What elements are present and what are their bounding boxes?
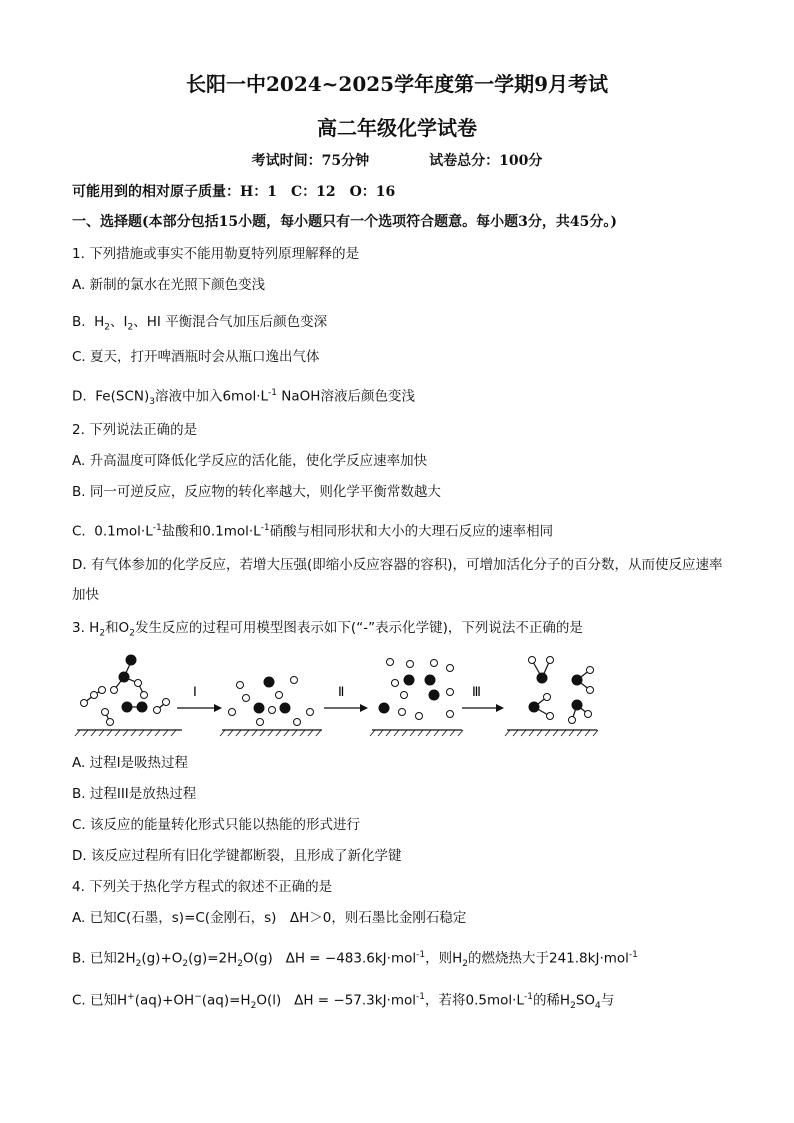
atomic-masses: 可能用到的相对原子质量：H：1 C：12 O：16 (72, 184, 396, 200)
arrow-3 (462, 684, 504, 712)
arrow-2-label: Ⅱ (338, 684, 345, 699)
stage4-atoms (529, 657, 594, 724)
reaction-model-diagram (72, 650, 722, 742)
stage1-atoms (81, 655, 170, 726)
q3-stem-pre: 3. H (72, 620, 100, 636)
stage4-bonds (532, 660, 590, 720)
q1-b-prefix: B. (72, 314, 86, 330)
q1-d-tail: 溶液后颜色变浅 (320, 388, 415, 405)
q2-c-prefix: C. (72, 523, 86, 540)
exam-title: 长阳一中2024~2025学年度第一学期9月考试 (185, 72, 608, 96)
q4-option-b: B. 已知$2H_2(g)+O_2(g)=2H_2O(g) \Delta H = -483.6kJ\cdot mol^{-1}$，则$H_2$的燃烧热大于241.8kJ·mol$^{-1}$ (72, 950, 638, 970)
q2-c-mid: 盐酸和 (161, 523, 203, 540)
q3-option-c: C. 该反应的能量转化形式只能以热能的形式进行 (72, 817, 361, 833)
q3-stem: 3. $H_2$和$O_2$发生反应的过程可用模型图表示如下(“-”表示化学键)，下列说法不正确的是 (72, 620, 583, 639)
exam-score: 试卷总分：100分 (429, 153, 543, 169)
q3-stem-mid: 和O (105, 620, 130, 636)
q2-option-c: C. $0.1mol\cdot L^{-1}$盐酸和$0.1mol\cdot L^{-1}$硝酸与相同形状和大小的大理石反应的速率相同 (72, 523, 554, 540)
section-heading: 一、选择题(本部分包括15小题，每小题只有一个选项符合题意。每小题3分，共45分。) (72, 214, 617, 230)
q4-c-tail3: SO (575, 992, 596, 1009)
stage2-atoms (229, 677, 314, 726)
q2-stem: 2. 下列说法正确的是 (72, 422, 198, 438)
arrow-3-label: Ⅲ (472, 684, 481, 699)
q4-b-dh: ΔH = −483.6kJ·mol (285, 950, 417, 967)
q2-option-a: A. 升高温度可降低化学反应的活化能，使化学反应速率加快 (72, 453, 428, 469)
q2-c-tail: 硝酸与相同形状和大小的大理石反应的速率相同 (269, 523, 554, 540)
q3-option-a: A. 过程Ⅰ是吸热过程 (72, 755, 189, 771)
q1-stem: 1. 下列措施或事实不能用勒夏特列原理解释的是 (72, 246, 360, 262)
q1-d-text: 溶液中加入 (154, 388, 223, 405)
q4-c-prefix: C. 已知 (72, 992, 118, 1009)
q3-stem-tail: 发生反应的过程可用模型图表示如下(“-”表示化学键)，下列说法不正确的是 (134, 620, 583, 636)
q4-c-tail2: 的稀H (532, 992, 571, 1009)
q4-option-c: C. 已知$H^+(aq)+OH^-(aq)=H_2O(l) \Delta H = -57.3kJ\cdot mol^{-1}$，若将$0.5mol\cdot L^{-1}$的稀$H_2SO_4$与 (72, 992, 615, 1012)
q2-option-d: D. 有气体参加的化学反应，若增大压强(即缩小反应容器的容积)，可增加活化分子的百分数，从而使反应速率加快 (72, 557, 723, 603)
q2-option-b: B. 同一可逆反应，反应物的转化率越大，则化学平衡常数越大 (72, 484, 441, 500)
q1-option-d: D. $Fe(SCN)_3$溶液中加入$6mol\cdot L^{-1}$ NaOH溶液后颜色变浅 (72, 388, 415, 408)
arrow-1-label: Ⅰ (193, 684, 197, 699)
q3-option-d: D. 该反应过程所有旧化学键都断裂，且形成了新化学键 (72, 848, 402, 864)
q4-b-tail1: ，则H (425, 950, 463, 967)
q1-d-prefix: D. (72, 388, 87, 405)
q1-option-c: C. 夏天，打开啤酒瓶时会从瓶口逸出气体 (72, 349, 320, 365)
exam-time: 考试时间：75分钟 (251, 153, 370, 169)
exam-meta (0, 150, 794, 170)
exam-subtitle: 高二年级化学试卷 (317, 116, 477, 140)
q4-c-tail: ，若将0.5mol·L (425, 992, 524, 1009)
q4-c-dh: ΔH = −57.3kJ·mol (294, 992, 417, 1009)
q4-b-prefix: B. 已知 (72, 950, 117, 967)
q4-option-a: A. 已知C(石墨，s)=C(金刚石，s) ΔH＞0，则石墨比金刚石稳定 (72, 910, 467, 926)
q1-b-text: 平衡混合气加压后颜色变深 (165, 314, 328, 330)
q4-c-tail4: 与 (600, 992, 615, 1009)
arrow-1 (177, 684, 222, 712)
stage3-atoms (379, 659, 454, 720)
q1-option-a: A. 新制的氯水在光照下颜色变浅 (72, 277, 266, 293)
q1-option-b: B. $H_2$、$I_2$、HI 平衡混合气加压后颜色变深 (72, 314, 328, 333)
q4-b-tail2: 的燃烧热大于241.8kJ·mol (468, 950, 629, 967)
q3-option-b: B. 过程III是放热过程 (72, 786, 197, 802)
arrow-2 (324, 684, 368, 712)
surface-hatching (75, 730, 598, 736)
q4-stem: 4. 下列关于热化学方程式的叙述不正确的是 (72, 879, 333, 895)
